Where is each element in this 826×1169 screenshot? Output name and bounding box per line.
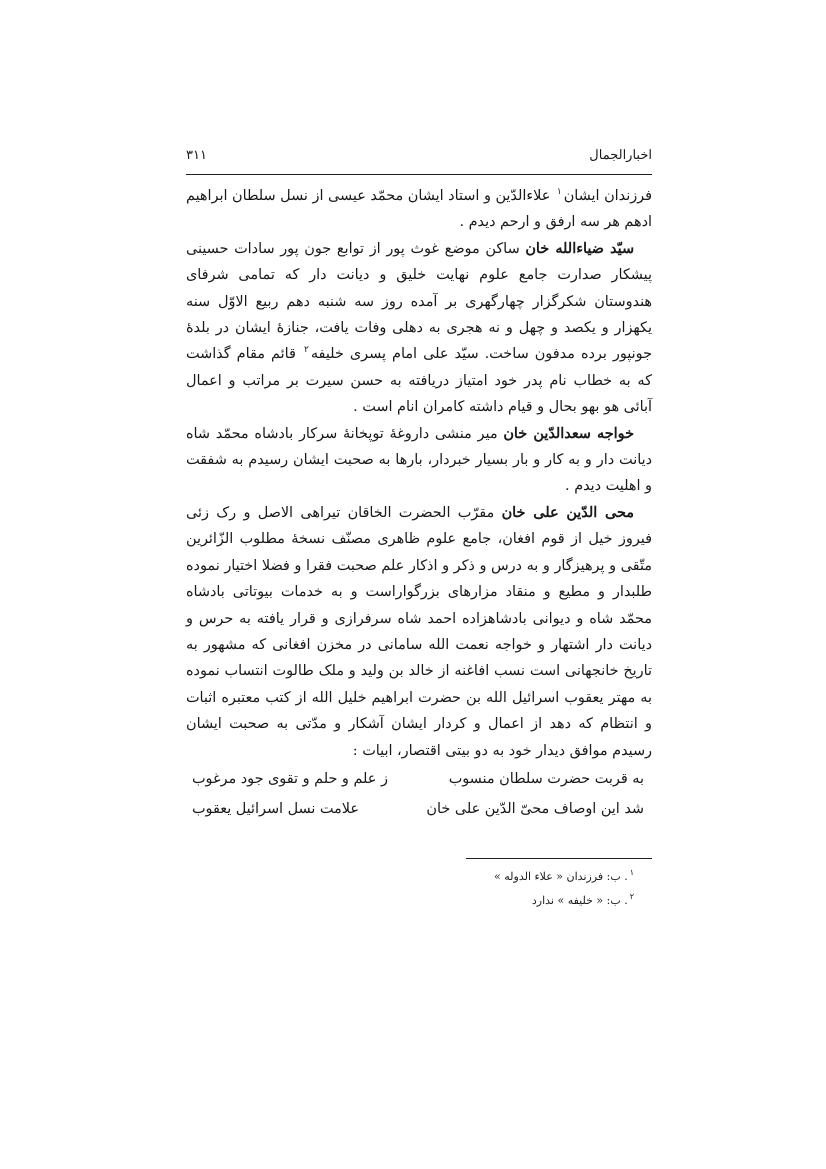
paragraph-4 (186, 500, 652, 764)
paragraph-3-text: میر منشی داروغهٔ توپخانهٔ سرکار بادشاه محمّد شاه دیانت دار و به کار و بار بسیار خبردار، بارها به صحبت ایشان رسیدم به شفقت و اهلیت دیدم . (186, 425, 652, 495)
paragraph-1-part2: علاءالدّین و استاد ایشان محمّد عیسی از نسل سلطان ابراهیم ادهم هر سه ارفق و ارحم دیدم . (186, 188, 652, 231)
paragraph-2 (186, 236, 652, 421)
page-header (186, 148, 652, 175)
document-page (186, 148, 652, 911)
page-body (186, 183, 652, 764)
footnote-2-number: ۲ (629, 891, 634, 901)
verse-1-hemistich-2: ز علم و حلم و تقوی جود مرغوب (192, 770, 388, 787)
entry-name-ziaullah: سیّد ضیاءالله خان (525, 239, 634, 257)
footnote-mark-1: ۱ (556, 187, 562, 197)
entry-name-mohiuddin: محی الدّین علی خان (501, 503, 634, 521)
paragraph-4-text: مقرّب الحضرت الخاقان تیراهی الاصل و رک زئی فیروز خیل از قوم افغان، جامع علوم ظاهری مصنّف نسخهٔ مطلوب الزّائرین متّقی و پرهیزگار و به درس و ذکر و اذکار علم صحبت فقرا و فضلا اختیار نموده طلبدار و مطیع و منقاد مزارهای بزرگواراست و به خدمات بیوتاتی بادشاه محمّد شاه و دیوانی بادشاهزاده احمد شاه سرفرازی و قرار یافته به حرس و دیانت دار اشتهار و خواجه نعمت الله سامانی در مخزن افغانی که مشهور به تاریخ خانجهانی است نسب افاغنه از خالد بن ولید و ملک طالوت انتساب نموده به مهتر یعقوب اسرائیل الله بن حضرت ابراهیم خلیل الله از کتب معتبره اثبات و انتظام که دهد از اعمال و کردار ایشان آشکار و مدّتی به صحبت ایشان رسیدم موافق دیدار خود به دو بیتی اقتصار، ابیات : (186, 504, 652, 759)
verse-line-2 (186, 794, 652, 824)
verses-block (186, 764, 652, 824)
footnotes (186, 858, 652, 911)
page-number: ۳۱۱ (186, 148, 207, 163)
verse-2-hemistich-1: شد این اوصاف محیّ الدّین علی خان (426, 800, 644, 817)
footnote-1-text: . ب: فرزندان « علاء الدوله » (494, 869, 628, 883)
paragraph-3 (186, 421, 652, 500)
footnote-2-text: . ب: « خلیفه » ندارد (531, 893, 628, 907)
footnote-2 (186, 887, 652, 911)
footnote-1 (186, 863, 652, 887)
footnote-mark-2: ۲ (303, 345, 309, 356)
footnote-1-number: ۱ (629, 867, 634, 877)
paragraph-1-part1: فرزندان ایشان (563, 188, 652, 204)
verse-line-1 (186, 764, 652, 794)
entry-name-saaduddin: خواجه سعدالدّین خان (503, 424, 634, 442)
footnote-divider (466, 858, 652, 859)
running-title: اخبارالجمال (589, 148, 652, 163)
paragraph-2-part2: قائم مقام گذاشت که به خطاب نام پدر خود امتیاز دریافته به حسن سیرت بر مراتب و اعمال آبائی هو بهو بحال و قیام داشته کامران انام است . (186, 346, 652, 416)
verse-2-hemistich-2: علامت نسل اسرائیل یعقوب (192, 800, 359, 817)
paragraph-1 (186, 183, 652, 236)
paragraph-2-part1: ساکن موضع غوث پور از توابع جون پور سادات حسینی پیشکار صدارت جامع علوم نهایت خلیق و دیانت دار که تمامی شرفای هندوستان شکرگزار چهارگهری بر آمده روز سه شنبه دهم ربیع الاوّل سنه یکهزار و یکصد و چهل و نه هجری به دهلی وفات یافت، جنازهٔ ایشان در بلدهٔ جونپور برده مدفون ساخت. سیّد علی امام پسری خلیفه (186, 240, 652, 363)
verse-1-hemistich-1: به قربت حضرت سلطان منسوب (448, 770, 644, 787)
